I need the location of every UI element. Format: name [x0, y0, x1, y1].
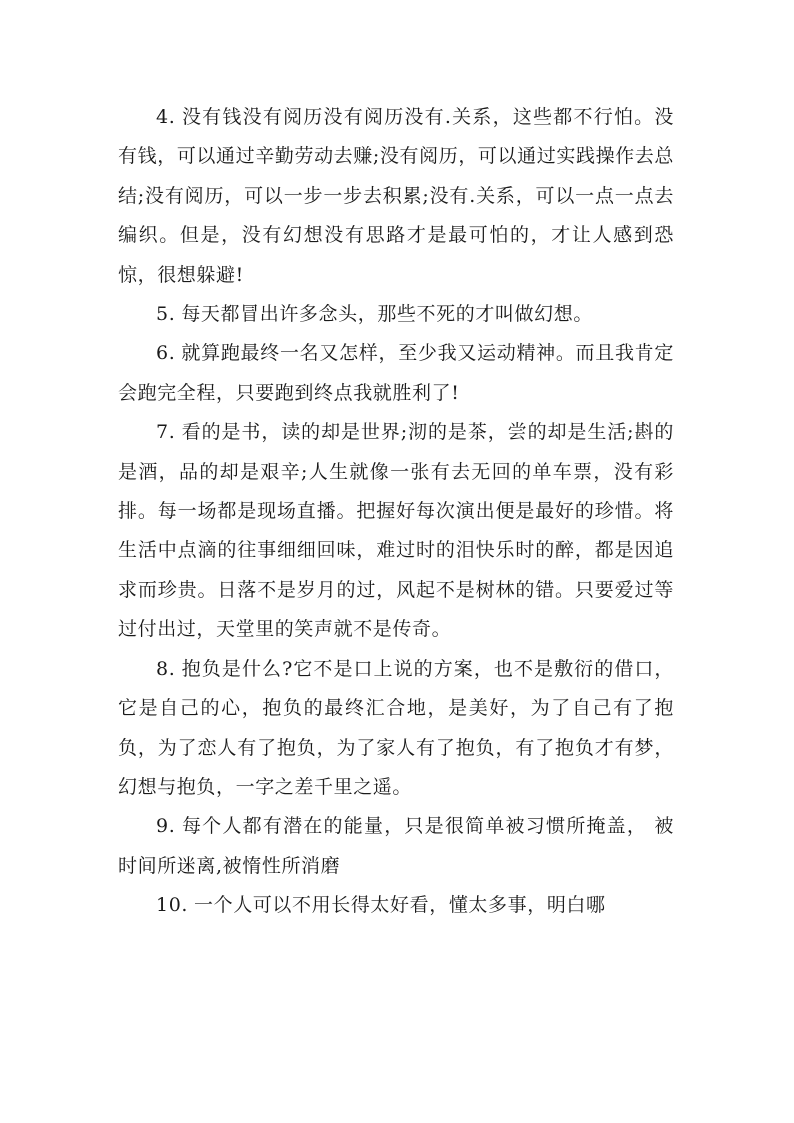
paragraph-5 [118, 295, 674, 334]
paragraph-number: 8. [156, 657, 176, 680]
paragraph-number: 5. [156, 303, 176, 326]
paragraph-number: 9. [156, 815, 176, 838]
paragraph-text: 一个人可以不用长得太好看，懂太多事，明白哪 [194, 894, 606, 917]
paragraph-number: 4. [156, 106, 176, 128]
paragraph-text: 就算跑最终一名又怎样，至少我又运动精神。而且我肯定会跑完全程，只要跑到终点我就胜利了! [118, 342, 674, 404]
document-body [118, 98, 674, 926]
paragraph-text: 每个人都有潜在的能量，只是很简单被习惯所掩盖， 被时间所迷离,被惰性所消磨 [118, 815, 674, 877]
paragraph-9 [118, 807, 674, 886]
paragraph-text: 看的是书，读的却是世界;沏的是茶，尝的却是生活;斟的是酒，品的却是艰辛;人生就像一张有去无回的单车票，没有彩排。每一场都是现场直播。把握好每次演出便是最好的珍惜。将生活中点滴的往事细细回味，难过时的泪快乐时的醉，都是因追求而珍贵。日落不是岁月的过，风起不是树林的错。只要爱过等过付出过，天堂里的笑声就不是传奇。 [118, 421, 674, 641]
paragraph-10 [118, 886, 674, 925]
paragraph-text: 抱负是什么?它不是口上说的方案，也不是敷衍的借口，它是自己的心，抱负的最终汇合地，是美好，为了自己有了抱负，为了恋人有了抱负，为了家人有了抱负，有了抱负才有梦，幻想与抱负，一字之差千里之遥。 [118, 657, 674, 798]
paragraph-text: 每天都冒出许多念头，那些不死的才叫做幻想。 [181, 303, 593, 326]
paragraph-7 [118, 413, 674, 649]
paragraph-6 [118, 334, 674, 413]
paragraph-number: 6. [156, 342, 176, 365]
paragraph-text: 没有钱没有阅历没有阅历没有.关系，这些都不行怕。没有钱，可以通过辛勤劳动去赚;没有阅历，可以通过实践操作去总结;没有阅历，可以一步一步去积累;没有.关系，可以一点一点去编织。但是，没有幻想没有思路才是最可怕的，才让人感到恐惊，很想躲避! [118, 106, 674, 286]
paragraph-number: 7. [156, 421, 176, 444]
paragraph-8 [118, 650, 674, 808]
paragraph-4 [118, 98, 674, 295]
paragraph-number: 10. [156, 894, 189, 917]
